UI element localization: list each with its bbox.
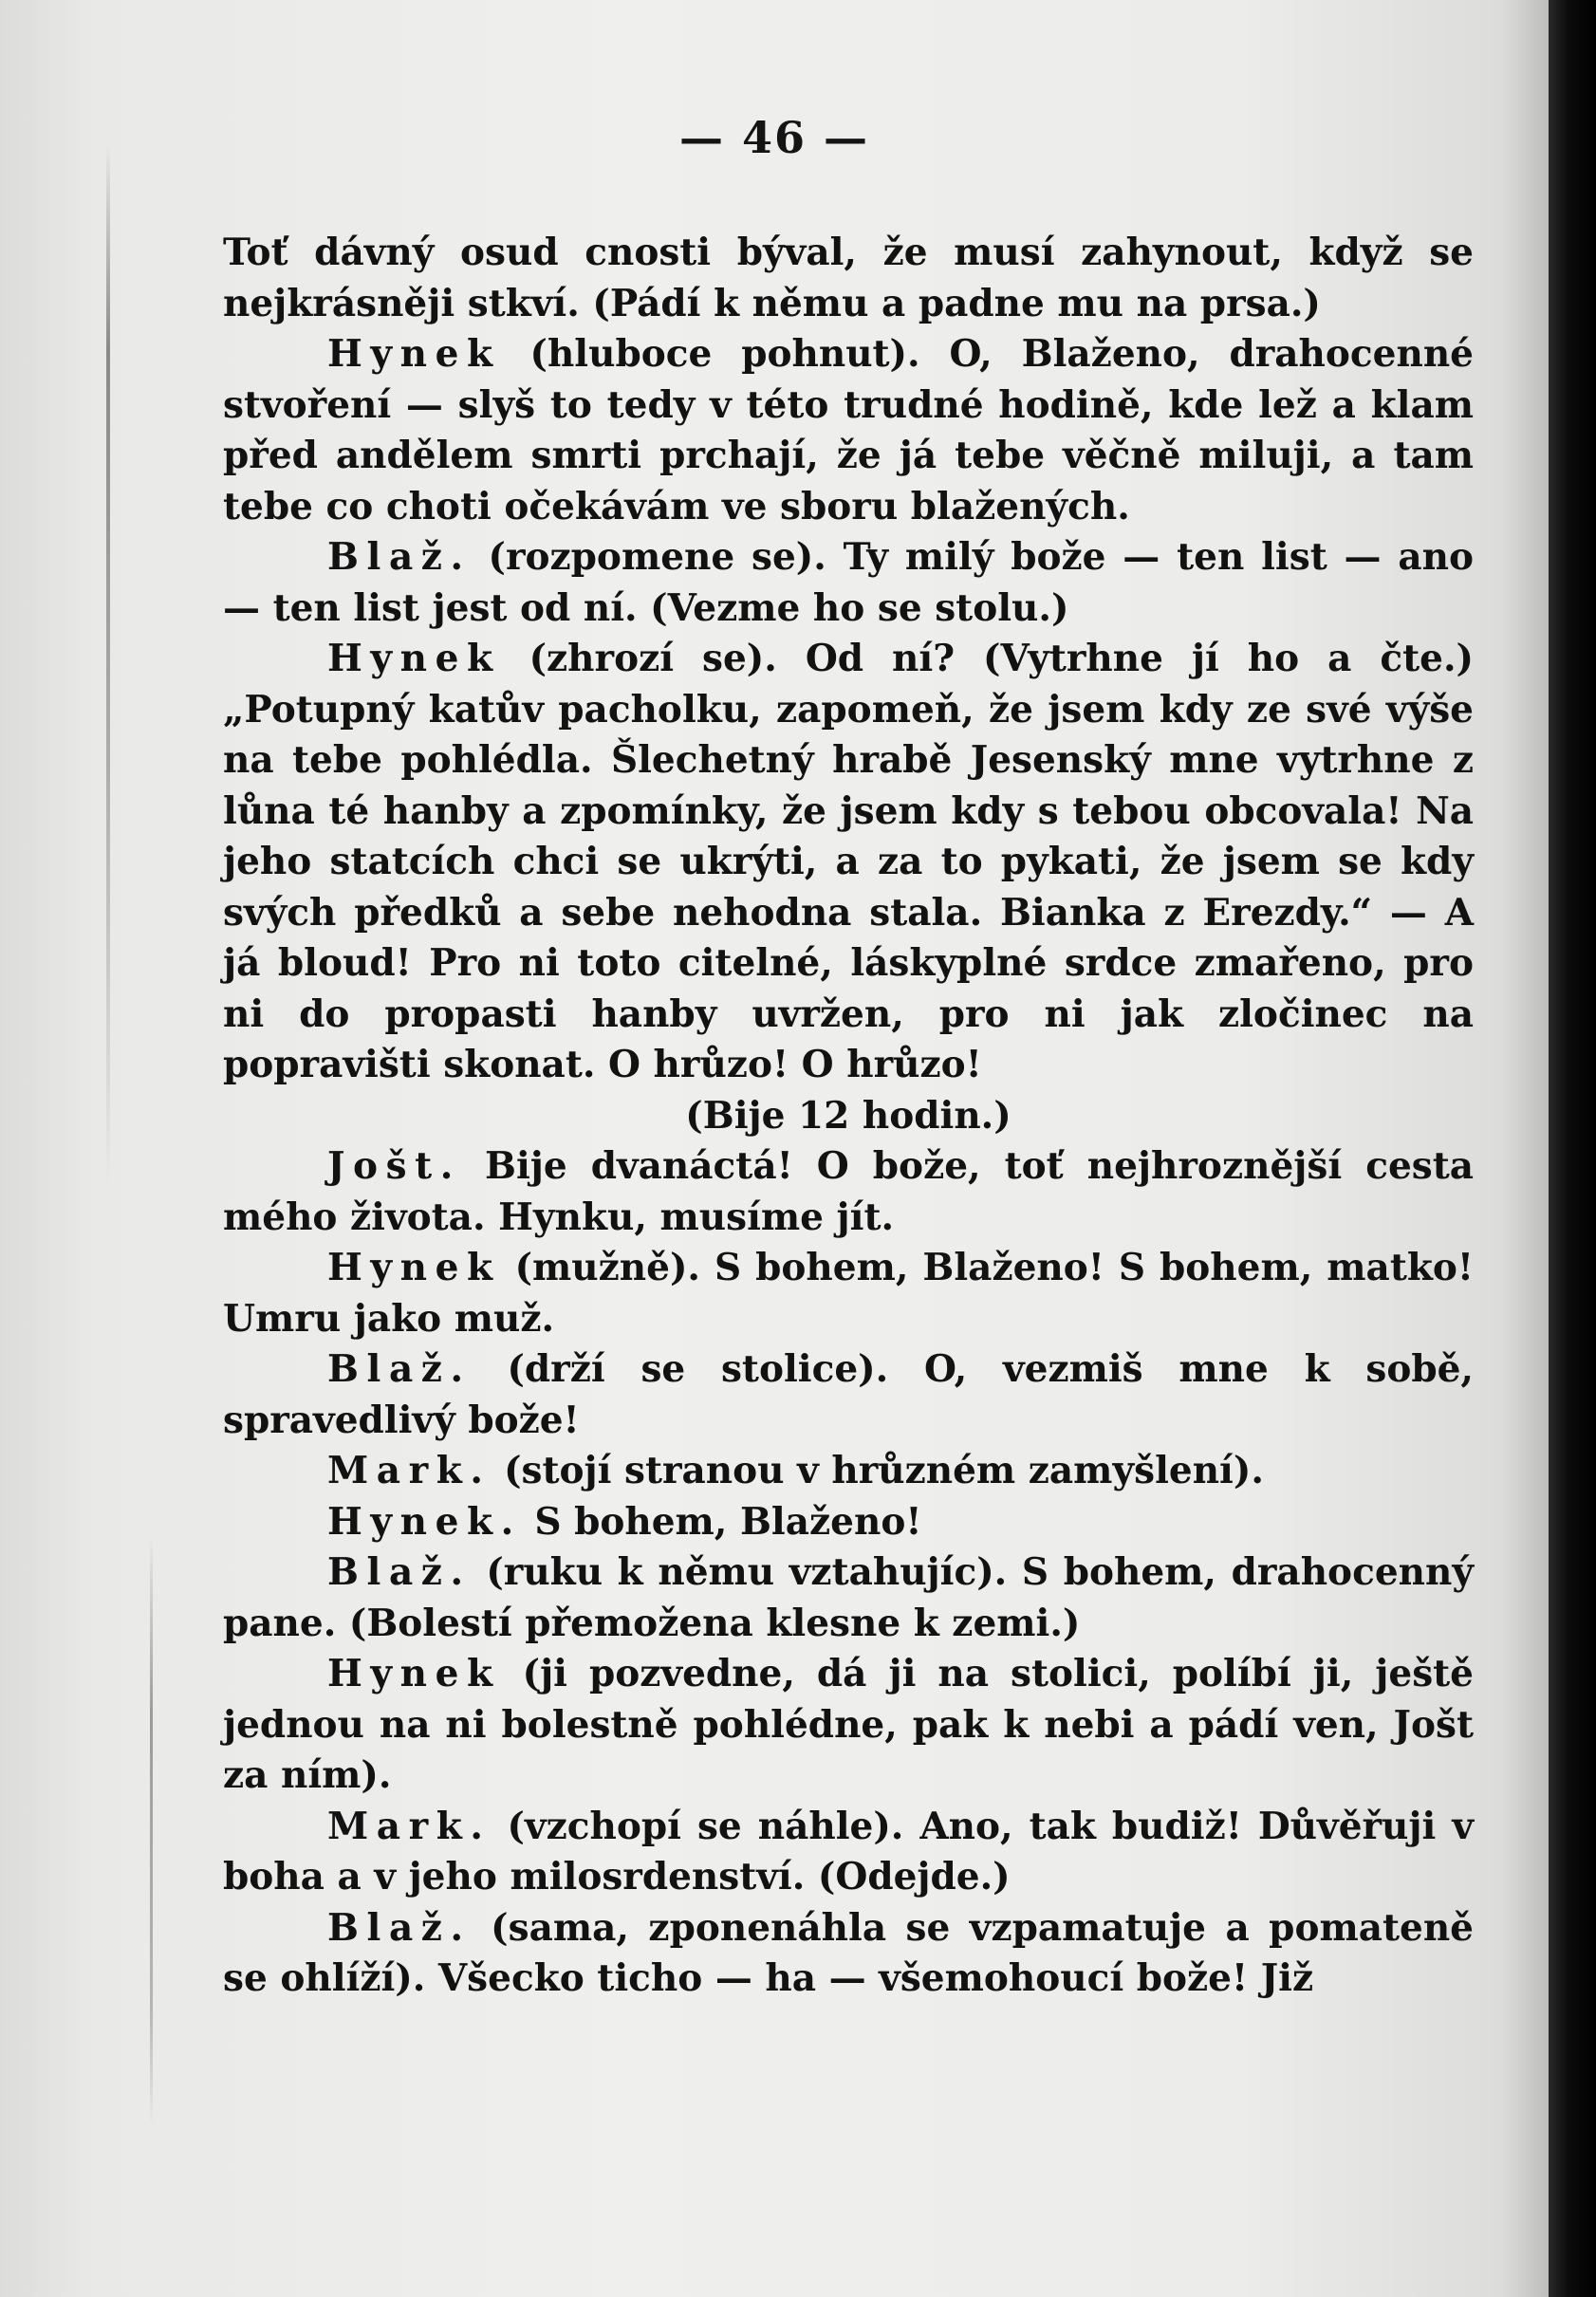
paragraph-2: [223, 329, 1474, 532]
speaker-name: Hynek: [327, 637, 501, 680]
paragraph-4: [223, 634, 1474, 1091]
paragraph-7: [223, 1243, 1474, 1344]
speaker-name: Hynek: [327, 332, 501, 376]
paragraph-9: [223, 1446, 1474, 1497]
page-number: — 46 —: [678, 112, 870, 163]
speaker-name: Blaž.: [327, 535, 472, 579]
paragraph-12: [223, 1649, 1474, 1802]
paragraph-11: [223, 1547, 1474, 1649]
paragraph-8: [223, 1344, 1474, 1446]
paragraph-3: [223, 532, 1474, 634]
margin-rule: [106, 142, 110, 1186]
speaker-name: Blaž.: [327, 1550, 472, 1594]
margin-rule-lower: [150, 1537, 153, 2125]
paragraph-text: (sama, zponenáhla se vzpamatuje a pomateně se ohlíží). Všecko ticho — ha — všemohoucí bože! Již: [223, 1905, 1474, 2000]
paragraph-text: (drží se stolice). O, vezmiš mne k sobě, spravedlivý bože!: [223, 1347, 1474, 1442]
paragraph-text: Bije dvanáctá! O bože, toť nejhroznější cesta mého života. Hynku, musíme jít.: [223, 1144, 1474, 1239]
paragraph-1: [223, 228, 1474, 329]
paragraph-text: (rozpomene se). Ty milý bože — ten list — ano — ten list jest od ní. (Vezme ho se stolu.): [223, 535, 1474, 630]
paragraph-text: (ruku k němu vztahujíc). S bohem, drahocenný pane. (Bolestí přemožena klesne k zemi.): [223, 1550, 1474, 1645]
speaker-name: Blaž.: [327, 1347, 472, 1391]
paragraph-6: [223, 1141, 1474, 1243]
speaker-name: Jošt.: [327, 1144, 461, 1188]
paragraph-text: (stojí stranou v hrůzném zamyšlení).: [491, 1449, 1264, 1492]
speaker-name: Mark.: [327, 1804, 492, 1848]
text-body: [223, 228, 1474, 2005]
stage-direction: (Bije 12 hodin.): [685, 1093, 1011, 1138]
paragraph-text: (hluboce pohnut). O, Blaženo, drahocenné stvoření — slyš to tedy v této trudné hodině, kde lež a klam před andělem smrti prchají, že já tebe věčně miluji, a tam tebe co choti očekávám ve sboru blažených.: [223, 332, 1474, 528]
speaker-name: Mark.: [327, 1449, 492, 1492]
paragraph-text: (ji pozvedne, dá ji na stolici, políbí ji, ještě jednou na ni bolestně pohlédne, pak k nebi a pádí ven, Jošt za ním).: [223, 1652, 1474, 1797]
speaker-name: Hynek: [327, 1652, 501, 1695]
speaker-name: Hynek.: [327, 1499, 522, 1544]
paragraph-14: [223, 1903, 1474, 2005]
speaker-name: Hynek: [327, 1246, 501, 1289]
paragraph-13: [223, 1802, 1474, 1903]
paragraph-text: (vzchopí se náhle). Ano, tak budiž! Důvěřuji v boha a v jeho milosrdenství. (Odejde.): [223, 1804, 1474, 1899]
paragraph-text: (mužně). S bohem, Blaženo! S bohem, matko! Umru jako muž.: [223, 1246, 1474, 1341]
page-edge-shadow: [1549, 0, 1596, 2297]
paragraph-text: S bohem, Blaženo!: [521, 1499, 922, 1544]
paragraph-text: (zhrozí se). Od ní? (Vytrhne jí ho a čte.) „Potupný katův pacholku, zapomeň, že jsem kdy ze své výše na tebe pohlédla. Šlechetný hrabě Jesenský mne vytrhne z lůna té hanby a zpomínky, že jsem kdy s tebou obcovala! Na jeho statcích chci se ukrýti, a za to pykati, že jsem se kdy svých předků a sebe nehodna stala. Bianka z Erezdy.“ — A já bloud! Pro ni toto citelné, láskyplné srdce zmařeno, pro ni do propasti hanby uvržen, pro ni jak zločinec na popravišti skonat. O hrůzo! O hrůzo!: [223, 637, 1474, 1086]
speaker-name: Blaž.: [327, 1905, 472, 1950]
paragraph-text: Toť dávný osud cnosti býval, že musí zahynout, když se nejkrásněji stkví. (Pádí k němu a padne mu na prsa.): [223, 231, 1474, 325]
paragraph-10: [223, 1497, 1474, 1548]
